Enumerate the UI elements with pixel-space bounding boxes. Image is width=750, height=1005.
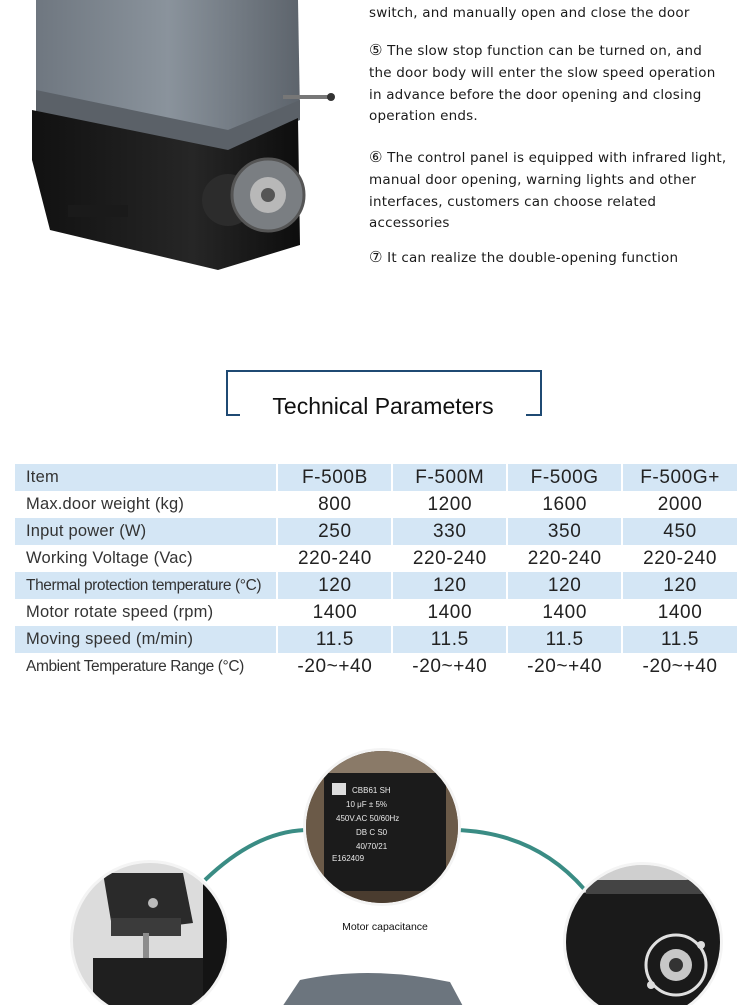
row-label: Working Voltage (Vac) [15, 545, 277, 572]
table-header: Item [15, 464, 277, 491]
table-row [15, 545, 737, 572]
row-label: Input power (W) [15, 518, 277, 545]
table-cell: 220-240 [392, 545, 507, 572]
table-header: F-500B [277, 464, 392, 491]
capacitor-cert-code-text: E162409 [332, 854, 365, 863]
table-cell: 11.5 [507, 626, 622, 653]
table-row [15, 626, 737, 653]
table-header: F-500M [392, 464, 507, 491]
capacitor-codes-text: DB C S0 [356, 828, 388, 837]
feature-item: ⑦ It can realize the double-opening function [369, 248, 679, 266]
table-cell: 220-240 [507, 545, 622, 572]
row-label: Motor rotate speed (rpm) [15, 599, 277, 626]
table-cell: 220-240 [277, 545, 392, 572]
row-label: Moving speed (m/min) [15, 626, 277, 653]
capacitor-detail-photo [303, 748, 461, 906]
table-cell: 120 [392, 572, 507, 599]
table-cell: 11.5 [622, 626, 737, 653]
table-cell: 1400 [392, 599, 507, 626]
motor-product-photo [28, 0, 343, 275]
table-cell: 450 [622, 518, 737, 545]
table-cell: -20~+40 [622, 653, 737, 680]
table-cell: 11.5 [277, 626, 392, 653]
table-cell: 1400 [622, 599, 737, 626]
motor-cover-partial-photo [270, 970, 470, 1005]
capacitor-model-text: CBB61 SH [352, 786, 391, 795]
table-cell: 1400 [507, 599, 622, 626]
table-row [15, 518, 737, 545]
table-cell: 800 [277, 491, 392, 518]
table-header: F-500G [507, 464, 622, 491]
section-title: Technical Parameters [240, 393, 526, 420]
table-cell: 220-240 [622, 545, 737, 572]
capacitor-caption: Motor capacitance [342, 921, 428, 933]
row-label: Ambient Temperature Range (°C) [15, 653, 277, 680]
capacitor-date-text: 40/70/21 [356, 842, 388, 851]
table-cell: 120 [277, 572, 392, 599]
feature-item: ⑤ The slow stop function can be turned on, and the door body will enter the slow speed operation in advance before the door opening and closing operation ends. [369, 41, 716, 125]
table-cell: -20~+40 [277, 653, 392, 680]
feature-item: ⑥ The control panel is equipped with infrared light, manual door opening, warning lights and other interfaces, customers can choose related accessories [369, 148, 727, 232]
table-row [15, 491, 737, 518]
table-cell: 350 [507, 518, 622, 545]
table-header-row [15, 464, 737, 491]
table-row [15, 599, 737, 626]
table-cell: -20~+40 [392, 653, 507, 680]
table-header: F-500G+ [622, 464, 737, 491]
table-cell: 1200 [392, 491, 507, 518]
table-cell: 2000 [622, 491, 737, 518]
capacitor-capacitance-text: 10 μF ± 5% [346, 800, 388, 809]
table-cell: 1600 [507, 491, 622, 518]
table-cell: 120 [507, 572, 622, 599]
table-cell: 11.5 [392, 626, 507, 653]
table-row [15, 572, 737, 599]
row-label: Thermal protection temperature (°C) [15, 572, 277, 599]
feature-item: switch, and manually open and close the door [369, 5, 690, 21]
row-label: Max.door weight (kg) [15, 491, 277, 518]
table-cell: 120 [622, 572, 737, 599]
capacitor-rating-text: 450V.AC 50/60Hz [336, 814, 400, 823]
table-cell: 250 [277, 518, 392, 545]
table-cell: -20~+40 [507, 653, 622, 680]
table-cell: 1400 [277, 599, 392, 626]
technical-parameters-table [15, 464, 737, 680]
table-row [15, 653, 737, 680]
table-cell: 330 [392, 518, 507, 545]
